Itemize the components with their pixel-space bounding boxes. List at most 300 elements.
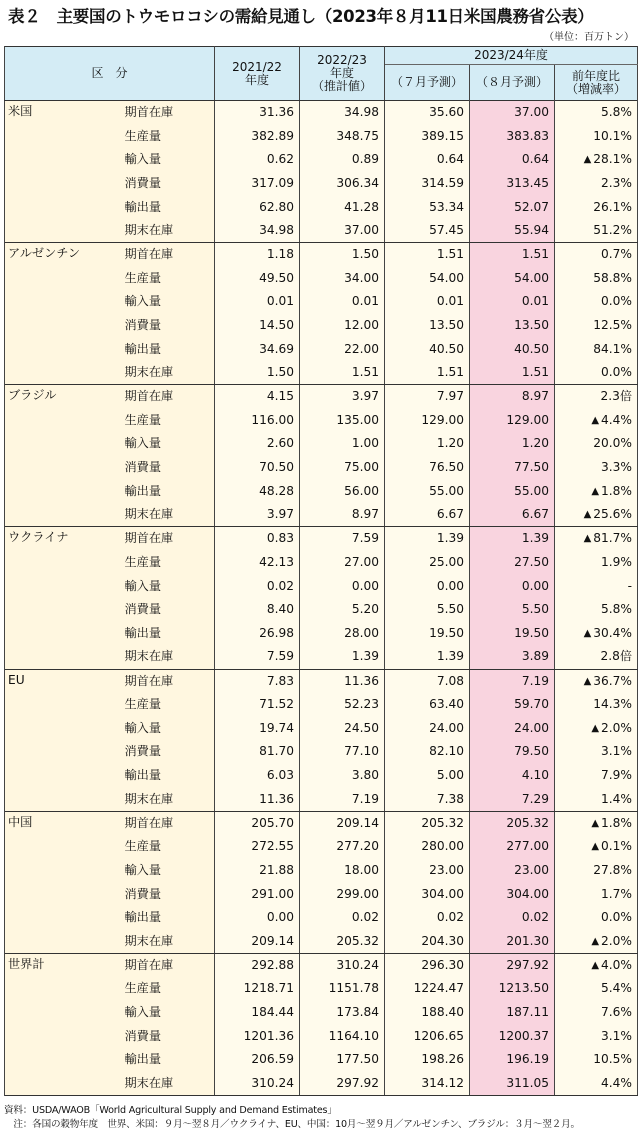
value-change [555,408,638,432]
item-label: 期首在庫 [119,527,215,551]
value-2021: 3.97 [215,503,300,527]
value-august: 383.83 [470,124,555,148]
value-august: 54.00 [470,266,555,290]
change-value: 25.6% [593,507,633,522]
value-2022: 52.23 [300,693,385,717]
value-change: 7.6% [555,1001,638,1025]
value-2022: 11.36 [300,669,385,693]
value-august: 13.50 [470,314,555,338]
value-change [555,716,638,740]
item-label: 消費量 [119,598,215,622]
value-august: 6.67 [470,503,555,527]
table-row [5,811,638,835]
value-august: 0.02 [470,906,555,930]
item-label: 生産量 [119,693,215,717]
value-2021: 184.44 [215,1001,300,1025]
item-label: 消費量 [119,882,215,906]
value-2021: 62.80 [215,195,300,219]
change-value: 1.8% [601,483,633,498]
value-july: 19.50 [385,622,470,646]
value-july: 7.08 [385,669,470,693]
table-row [5,527,638,551]
value-august: 59.70 [470,693,555,717]
value-2022: 7.59 [300,527,385,551]
value-2021: 317.09 [215,172,300,196]
change-value: 2.0% [601,720,633,735]
value-2021: 26.98 [215,622,300,646]
value-july: 40.50 [385,337,470,361]
item-label: 輸入量 [119,148,215,172]
header-col-2021 [215,47,300,101]
value-2021: 0.62 [215,148,300,172]
header-group-2023: 2023/24年度 [385,47,638,65]
value-2021: 7.59 [215,645,300,669]
value-change: 1.9% [555,551,638,575]
value-july: 1206.65 [385,1024,470,1048]
value-change: 5.8% [555,101,638,125]
value-2022: 306.34 [300,172,385,196]
value-2022: 7.19 [300,787,385,811]
value-2021: 6.03 [215,764,300,788]
change-value: 36.7% [593,673,633,688]
value-2021: 292.88 [215,953,300,977]
value-2021: 310.24 [215,1072,300,1096]
value-change: 10.5% [555,1048,638,1072]
value-july: 6.67 [385,503,470,527]
header-row-top [5,47,638,65]
item-label: 輸出量 [119,1048,215,1072]
value-2021: 42.13 [215,551,300,575]
value-2022: 0.01 [300,290,385,314]
decrease-triangle-icon: ▲ [591,817,600,829]
value-august: 201.30 [470,930,555,954]
value-change: 20.0% [555,432,638,456]
value-change: 0.0% [555,906,638,930]
item-label: 生産量 [119,835,215,859]
value-2022: 209.14 [300,811,385,835]
table-body [5,101,638,1096]
value-august: 77.50 [470,456,555,480]
item-label: 輸入量 [119,1001,215,1025]
supply-demand-table [4,46,638,1096]
country-label: ブラジル [5,385,119,527]
value-change: 2.3% [555,172,638,196]
value-2022: 1164.10 [300,1024,385,1048]
change-value: 4.4% [601,412,633,427]
value-change: 0.0% [555,361,638,385]
item-label: 輸入量 [119,432,215,456]
value-august: 37.00 [470,101,555,125]
value-august: 313.45 [470,172,555,196]
change-value: 2.0% [601,933,633,948]
value-2022: 205.32 [300,930,385,954]
value-2022: 0.89 [300,148,385,172]
value-2022: 56.00 [300,480,385,504]
value-change: 3.1% [555,740,638,764]
value-2021: 71.52 [215,693,300,717]
value-2022: 24.50 [300,716,385,740]
value-july: 5.50 [385,598,470,622]
value-2021: 209.14 [215,930,300,954]
value-august: 23.00 [470,859,555,883]
item-label: 期首在庫 [119,669,215,693]
value-august: 55.00 [470,480,555,504]
value-august: 40.50 [470,337,555,361]
value-change: 10.1% [555,124,638,148]
decrease-triangle-icon: ▲ [591,414,600,426]
value-august: 304.00 [470,882,555,906]
value-change [555,811,638,835]
value-2022: 41.28 [300,195,385,219]
value-july: 82.10 [385,740,470,764]
decrease-triangle-icon: ▲ [583,509,592,521]
value-august: 27.50 [470,551,555,575]
value-2022: 177.50 [300,1048,385,1072]
value-august: 196.19 [470,1048,555,1072]
value-change: 26.1% [555,195,638,219]
value-july: 23.00 [385,859,470,883]
value-2022: 0.00 [300,574,385,598]
value-july: 1224.47 [385,977,470,1001]
item-label: 期末在庫 [119,503,215,527]
decrease-triangle-icon: ▲ [583,627,592,639]
value-change [555,669,638,693]
value-2021: 19.74 [215,716,300,740]
value-2022: 1151.78 [300,977,385,1001]
value-change: 5.4% [555,977,638,1001]
decrease-triangle-icon: ▲ [591,722,600,734]
item-label: 生産量 [119,266,215,290]
table-row [5,953,638,977]
value-2022: 75.00 [300,456,385,480]
value-change: 1.7% [555,882,638,906]
value-2021: 0.00 [215,906,300,930]
value-august: 4.10 [470,764,555,788]
header-col-2022-line2: 年度 [330,66,355,80]
item-label: 輸入量 [119,290,215,314]
country-label: 米国 [5,101,119,243]
value-2021: 11.36 [215,787,300,811]
value-july: 5.00 [385,764,470,788]
value-2021: 382.89 [215,124,300,148]
value-change: 27.8% [555,859,638,883]
value-2022: 77.10 [300,740,385,764]
item-label: 輸出量 [119,337,215,361]
value-change: 3.3% [555,456,638,480]
value-july: 304.00 [385,882,470,906]
value-august: 55.94 [470,219,555,243]
table-row [5,243,638,267]
item-label: 輸出量 [119,906,215,930]
item-label: 輸出量 [119,480,215,504]
header-col-change-line2: （増減率） [566,81,627,96]
value-july: 0.01 [385,290,470,314]
value-august: 129.00 [470,408,555,432]
period-note: 注：各国の穀物年度 世界、米国：９月～翌８月／ウクライナ、EU、中国：10月～翌９月／アルゼンチン、ブラジル：３月～翌２月。 [4,1119,580,1130]
value-august: 0.64 [470,148,555,172]
item-label: 消費量 [119,456,215,480]
value-change: 12.5% [555,314,638,338]
value-change: 1.4% [555,787,638,811]
value-august: 1200.37 [470,1024,555,1048]
value-2021: 272.55 [215,835,300,859]
value-august: 1.51 [470,243,555,267]
table-row [5,385,638,409]
value-2022: 348.75 [300,124,385,148]
value-change: 2.3倍 [555,385,638,409]
value-change: 84.1% [555,337,638,361]
value-july: 1.39 [385,645,470,669]
value-july: 25.00 [385,551,470,575]
value-july: 24.00 [385,716,470,740]
header-col-july: （７月予測） [385,65,470,101]
country-label: ウクライナ [5,527,119,669]
value-2021: 116.00 [215,408,300,432]
item-label: 生産量 [119,124,215,148]
value-2022: 297.92 [300,1072,385,1096]
value-2022: 34.98 [300,101,385,125]
value-change: 5.8% [555,598,638,622]
value-july: 129.00 [385,408,470,432]
decrease-triangle-icon: ▲ [591,959,600,971]
change-value: 0.1% [601,839,633,854]
value-2021: 8.40 [215,598,300,622]
decrease-triangle-icon: ▲ [583,154,592,166]
value-2022: 1.50 [300,243,385,267]
value-2021: 21.88 [215,859,300,883]
unit-label: （単位：百万トン） [544,32,634,43]
value-2021: 14.50 [215,314,300,338]
change-value: 1.8% [601,815,633,830]
value-change: 58.8% [555,266,638,290]
value-august: 277.00 [470,835,555,859]
value-2021: 70.50 [215,456,300,480]
item-label: 期首在庫 [119,811,215,835]
value-july: 198.26 [385,1048,470,1072]
value-july: 57.45 [385,219,470,243]
item-label: 消費量 [119,314,215,338]
value-july: 13.50 [385,314,470,338]
value-change [555,622,638,646]
value-july: 63.40 [385,693,470,717]
country-label: アルゼンチン [5,243,119,385]
item-label: 期末在庫 [119,219,215,243]
value-july: 54.00 [385,266,470,290]
item-label: 輸入量 [119,574,215,598]
value-2022: 5.20 [300,598,385,622]
value-july: 314.59 [385,172,470,196]
item-label: 輸入量 [119,716,215,740]
value-2022: 3.97 [300,385,385,409]
value-2021: 31.36 [215,101,300,125]
value-august: 7.19 [470,669,555,693]
value-july: 0.02 [385,906,470,930]
change-value: 28.1% [593,152,633,167]
country-label: 世界計 [5,953,119,1095]
header-col-2021-line2: 年度 [245,72,270,87]
value-2022: 1.51 [300,361,385,385]
value-july: 188.40 [385,1001,470,1025]
value-2021: 34.69 [215,337,300,361]
value-august: 5.50 [470,598,555,622]
item-label: 期末在庫 [119,361,215,385]
item-label: 生産量 [119,551,215,575]
decrease-triangle-icon: ▲ [583,675,592,687]
value-2021: 34.98 [215,219,300,243]
value-2021: 205.70 [215,811,300,835]
item-label: 期末在庫 [119,1072,215,1096]
value-august: 24.00 [470,716,555,740]
value-august: 79.50 [470,740,555,764]
value-2021: 2.60 [215,432,300,456]
item-label: 生産量 [119,408,215,432]
value-change: 0.0% [555,290,638,314]
value-change [555,930,638,954]
value-2021: 4.15 [215,385,300,409]
value-change [555,480,638,504]
value-2021: 1218.71 [215,977,300,1001]
change-value: 4.0% [601,957,633,972]
value-2022: 277.20 [300,835,385,859]
item-label: 期首在庫 [119,243,215,267]
value-change: 4.4% [555,1072,638,1096]
item-label: 輸入量 [119,859,215,883]
value-2021: 1.50 [215,361,300,385]
value-2022: 37.00 [300,219,385,243]
value-july: 76.50 [385,456,470,480]
decrease-triangle-icon: ▲ [591,841,600,853]
value-august: 0.01 [470,290,555,314]
value-august: 1213.50 [470,977,555,1001]
value-change: 2.8倍 [555,645,638,669]
value-2022: 27.00 [300,551,385,575]
value-2021: 7.83 [215,669,300,693]
item-label: 期首在庫 [119,385,215,409]
value-august: 52.07 [470,195,555,219]
value-2022: 1.00 [300,432,385,456]
value-august: 7.29 [470,787,555,811]
item-label: 期首在庫 [119,101,215,125]
value-july: 280.00 [385,835,470,859]
table-row [5,669,638,693]
value-2021: 0.01 [215,290,300,314]
value-2021: 206.59 [215,1048,300,1072]
item-label: 期末在庫 [119,645,215,669]
value-2022: 34.00 [300,266,385,290]
header-col-august: （８月予測） [470,65,555,101]
item-label: 消費量 [119,740,215,764]
value-july: 296.30 [385,953,470,977]
item-label: 輸出量 [119,764,215,788]
value-change: - [555,574,638,598]
table-title: 表２ 主要国のトウモロコシの需給見通し（2023年８月11日米国農務省公表） [8,7,594,26]
value-july: 7.97 [385,385,470,409]
header-col-2022-line3: （推計値） [312,79,373,93]
value-2021: 1201.36 [215,1024,300,1048]
header-col-2022-line1: 2022/23 [317,53,367,67]
value-august: 19.50 [470,622,555,646]
value-change [555,527,638,551]
decrease-triangle-icon: ▲ [591,935,600,947]
value-july: 1.51 [385,243,470,267]
value-2022: 135.00 [300,408,385,432]
value-july: 0.64 [385,148,470,172]
item-label: 期末在庫 [119,787,215,811]
header-col-change [555,65,638,101]
value-2022: 3.80 [300,764,385,788]
value-2022: 299.00 [300,882,385,906]
value-july: 389.15 [385,124,470,148]
value-2022: 28.00 [300,622,385,646]
item-label: 消費量 [119,1024,215,1048]
value-change [555,835,638,859]
value-july: 53.34 [385,195,470,219]
value-2021: 48.28 [215,480,300,504]
value-2022: 0.02 [300,906,385,930]
item-label: 輸出量 [119,195,215,219]
country-label: 中国 [5,811,119,953]
value-july: 1.20 [385,432,470,456]
header-region: 区 分 [5,47,215,101]
value-july: 1.51 [385,361,470,385]
value-july: 204.30 [385,930,470,954]
value-august: 297.92 [470,953,555,977]
value-2022: 22.00 [300,337,385,361]
value-2021: 81.70 [215,740,300,764]
footnotes [4,1104,638,1132]
change-value: 30.4% [593,625,633,640]
value-change [555,953,638,977]
value-august: 1.20 [470,432,555,456]
header-col-2021-line1: 2021/22 [232,59,282,74]
value-august: 0.00 [470,574,555,598]
value-2021: 0.83 [215,527,300,551]
value-august: 1.51 [470,361,555,385]
value-2022: 8.97 [300,503,385,527]
value-2021: 49.50 [215,266,300,290]
value-2022: 1.39 [300,645,385,669]
value-july: 1.39 [385,527,470,551]
value-july: 35.60 [385,101,470,125]
source-note: 資料：USDA/WAOB「World Agricultural Supply and Demand Estimates」 [4,1105,337,1116]
value-august: 187.11 [470,1001,555,1025]
value-change: 0.7% [555,243,638,267]
country-label: EU [5,669,119,811]
value-august: 1.39 [470,527,555,551]
value-change: 7.9% [555,764,638,788]
value-change [555,148,638,172]
value-2022: 173.84 [300,1001,385,1025]
change-value: 81.7% [593,531,633,546]
value-change [555,503,638,527]
value-change: 51.2% [555,219,638,243]
value-august: 3.89 [470,645,555,669]
value-july: 7.38 [385,787,470,811]
decrease-triangle-icon: ▲ [583,533,592,545]
value-2022: 310.24 [300,953,385,977]
item-label: 消費量 [119,172,215,196]
value-2021: 0.02 [215,574,300,598]
value-change: 14.3% [555,693,638,717]
item-label: 期首在庫 [119,953,215,977]
value-july: 314.12 [385,1072,470,1096]
value-july: 55.00 [385,480,470,504]
value-change: 3.1% [555,1024,638,1048]
value-august: 8.97 [470,385,555,409]
value-2021: 291.00 [215,882,300,906]
table-row [5,101,638,125]
value-2022: 12.00 [300,314,385,338]
